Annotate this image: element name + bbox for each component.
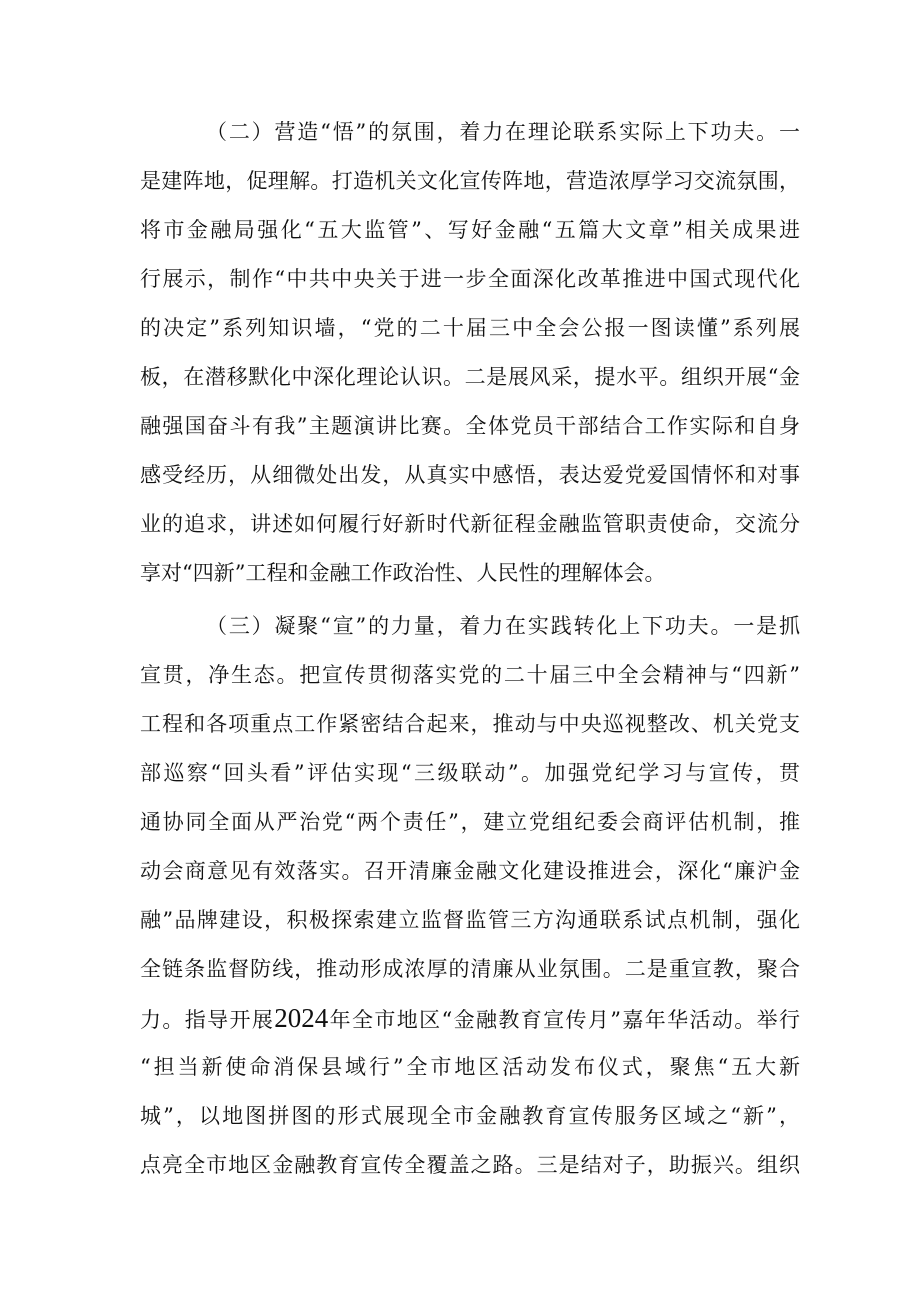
text-line: （二）营造“悟”的氛围，着力在理论联系实际上下功夫。一 [206,120,800,144]
paragraph-three [140,602,800,1190]
text-line: 行展示，制作“中共中央关于进一步全面深化改革推进中国式现代化 [140,267,800,291]
text-line: 是建阵地，促理解。打造机关文化宣传阵地，营造浓厚学习交流氛围， [140,169,800,193]
text-line: （三）凝聚“宣”的力量，着力在实践转化上下功夫。一是抓 [206,614,800,638]
text-line: 融”品牌建设，积极探索建立监督监管三方沟通联系试点机制，强化 [140,908,800,932]
text-line: “担当新使命消保县域行”全市地区活动发布仪式，聚焦“五大新 [140,1055,800,1079]
text-line: 将市金融局强化“五大监管”、写好金融“五篇大文章”相关成果进 [140,218,800,242]
year-text: 2024 [274,1003,329,1033]
text-line: 业的追求，讲述如何履行好新时代新征程金融监管职责使命，交流分 [140,512,800,536]
paragraph-two [140,108,800,598]
text-line: 融强国奋斗有我”主题演讲比赛。全体党员干部结合工作实际和自身 [140,414,800,438]
text-line: 通协同全面从严治党“两个责任”，建立党组纪委会商评估机制，推 [140,810,800,834]
text-line: 部巡察“回头看”评估实现“三级联动”。加强党纪学习与宣传，贯 [140,761,800,785]
text-line: 宣贯，净生态。把宣传贯彻落实党的二十届三中全会精神与“四新” [140,663,800,687]
text-line: 点亮全市地区金融教育宣传全覆盖之路。三是结对子，助振兴。组织 [140,1153,800,1177]
text-line: 板，在潜移默化中深化理论认识。二是展风采，提水平。组织开展“金 [140,365,800,389]
text-line: 工程和各项重点工作紧密结合起来，推动与中央巡视整改、机关党支 [140,712,800,736]
text-line: 动会商意见有效落实。召开清廉金融文化建设推进会，深化“廉沪金 [140,859,800,883]
line-text-after: 年全市地区“金融教育宣传月”嘉年华活动。举行 [328,1008,800,1032]
text-line: 城”，以地图拼图的形式展现全市金融教育宣传服务区域之“新”， [140,1104,800,1128]
text-line: 享对“四新”工程和金融工作政治性、人民性的理解体会。 [140,561,666,585]
text-line: 感受经历，从细微处出发，从真实中感悟，表达爱党爱国情怀和对事 [140,463,800,487]
text-line-with-year [140,994,800,1043]
text-line: 全链条监督防线，推动形成浓厚的清廉从业氛围。二是重宣教，聚合 [140,957,800,981]
line-text-before: 力。指导开展 [140,1008,275,1032]
text-line: 的决定”系列知识墙，“党的二十届三中全会公报一图读懂”系列展 [140,316,800,340]
